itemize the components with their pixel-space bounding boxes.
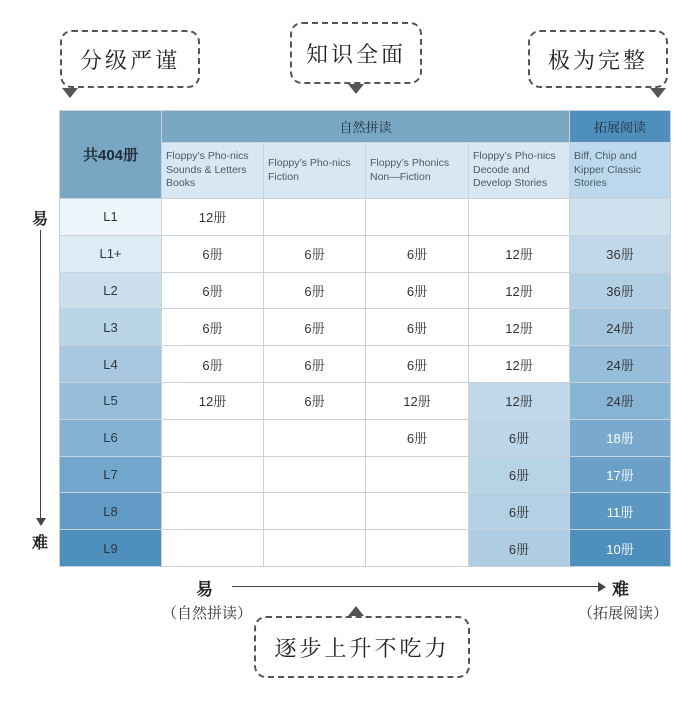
callout-comprehensive-text: 知识全面 [305, 42, 406, 68]
book-count-cell [264, 493, 366, 530]
book-count-cell: 6册 [469, 493, 570, 530]
table-row [60, 346, 671, 383]
level-table [59, 110, 671, 567]
callout-complete [528, 30, 668, 88]
book-count-cell: 12册 [469, 382, 570, 419]
book-header: Floppy’s Pho-nics Sounds & Letters Books [162, 143, 264, 199]
axis-easy-vertical: 易 [32, 209, 49, 228]
book-count-cell: 24册 [570, 382, 671, 419]
horizontal-axis-line [232, 586, 600, 587]
book-count-cell: 6册 [264, 382, 366, 419]
level-label: L2 [60, 272, 162, 309]
book-count-cell: 6册 [469, 456, 570, 493]
total-count: 共404册 [60, 111, 162, 199]
book-count-cell [366, 493, 469, 530]
level-label: L7 [60, 456, 162, 493]
callout-strict-text: 分级严谨 [79, 48, 180, 74]
callout-complete-text: 极为完整 [547, 48, 648, 74]
book-count-cell: 6册 [366, 272, 469, 309]
book-count-cell: 24册 [570, 346, 671, 383]
book-count-cell: 11册 [570, 493, 671, 530]
horizontal-axis-arrow-icon [598, 582, 606, 592]
callout-progressive-text: 逐步上升不吃力 [274, 636, 450, 662]
book-count-cell: 12册 [366, 382, 469, 419]
book-count-cell: 36册 [570, 272, 671, 309]
book-count-cell [162, 530, 264, 567]
book-count-cell: 6册 [366, 309, 469, 346]
vertical-axis-arrow-icon [36, 518, 46, 526]
callout-progressive [254, 616, 470, 678]
axis-easy-horizontal: 易 [196, 580, 213, 600]
book-count-cell: 17册 [570, 456, 671, 493]
level-label: L5 [60, 382, 162, 419]
book-count-cell [162, 419, 264, 456]
book-count-cell [162, 493, 264, 530]
callout-strict-pointer [62, 88, 78, 98]
level-label: L3 [60, 309, 162, 346]
axis-hard-note: （拓展阅读） [578, 604, 669, 622]
axis-hard-vertical: 难 [32, 533, 49, 552]
book-count-cell: 12册 [162, 382, 264, 419]
callout-comprehensive [290, 22, 422, 84]
book-count-cell [366, 199, 469, 236]
book-count-cell: 12册 [162, 199, 264, 236]
level-label: L9 [60, 530, 162, 567]
book-count-cell: 18册 [570, 419, 671, 456]
book-count-cell [264, 530, 366, 567]
book-count-cell: 6册 [162, 309, 264, 346]
book-count-cell: 12册 [469, 272, 570, 309]
group-phonics-header: 自然拼读 [162, 111, 570, 143]
callout-complete-pointer [650, 88, 666, 98]
callout-strict [60, 30, 200, 88]
book-count-cell [469, 199, 570, 236]
book-count-cell [366, 530, 469, 567]
level-rows [60, 199, 671, 567]
book-count-cell [264, 199, 366, 236]
vertical-axis-line [40, 230, 41, 520]
level-label: L4 [60, 346, 162, 383]
book-count-cell: 6册 [264, 346, 366, 383]
callout-progressive-pointer [348, 606, 364, 616]
book-count-cell: 6册 [469, 419, 570, 456]
level-label: L1+ [60, 235, 162, 272]
callout-comprehensive-pointer [348, 84, 364, 94]
book-count-cell [264, 419, 366, 456]
table-row [60, 309, 671, 346]
table-row [60, 382, 671, 419]
axis-easy-note: （自然拼读） [162, 604, 253, 622]
table-row [60, 530, 671, 567]
book-count-cell: 6册 [162, 272, 264, 309]
book-count-cell: 6册 [264, 235, 366, 272]
book-count-cell [570, 199, 671, 236]
table-row [60, 493, 671, 530]
table-row [60, 272, 671, 309]
level-label: L1 [60, 199, 162, 236]
book-count-cell [366, 456, 469, 493]
table-row [60, 456, 671, 493]
table-row [60, 419, 671, 456]
book-count-cell: 12册 [469, 309, 570, 346]
book-count-cell: 6册 [366, 346, 469, 383]
book-count-cell: 6册 [162, 235, 264, 272]
book-count-cell [162, 456, 264, 493]
book-count-cell: 12册 [469, 235, 570, 272]
book-count-cell: 12册 [469, 346, 570, 383]
table-row [60, 199, 671, 236]
book-count-cell: 6册 [264, 272, 366, 309]
book-count-cell [264, 456, 366, 493]
group-extended-header: 拓展阅读 [570, 111, 671, 143]
book-header: Floppy’s Phonics Non—Fiction [366, 143, 469, 199]
book-count-cell: 24册 [570, 309, 671, 346]
book-header: Biff, Chip and Kipper Classic Stories [570, 143, 671, 199]
book-count-cell: 6册 [366, 235, 469, 272]
book-count-cell: 6册 [264, 309, 366, 346]
book-count-cell: 6册 [162, 346, 264, 383]
book-header: Floppy’s Pho-nics Decode and Develop Stories [469, 143, 570, 199]
table-row [60, 235, 671, 272]
book-header: Floppy’s Pho-nics Fiction [264, 143, 366, 199]
book-count-cell: 6册 [366, 419, 469, 456]
book-count-cell: 6册 [469, 530, 570, 567]
book-count-cell: 10册 [570, 530, 671, 567]
level-label: L8 [60, 493, 162, 530]
level-label: L6 [60, 419, 162, 456]
book-count-cell: 36册 [570, 235, 671, 272]
axis-hard-horizontal: 难 [612, 580, 629, 600]
